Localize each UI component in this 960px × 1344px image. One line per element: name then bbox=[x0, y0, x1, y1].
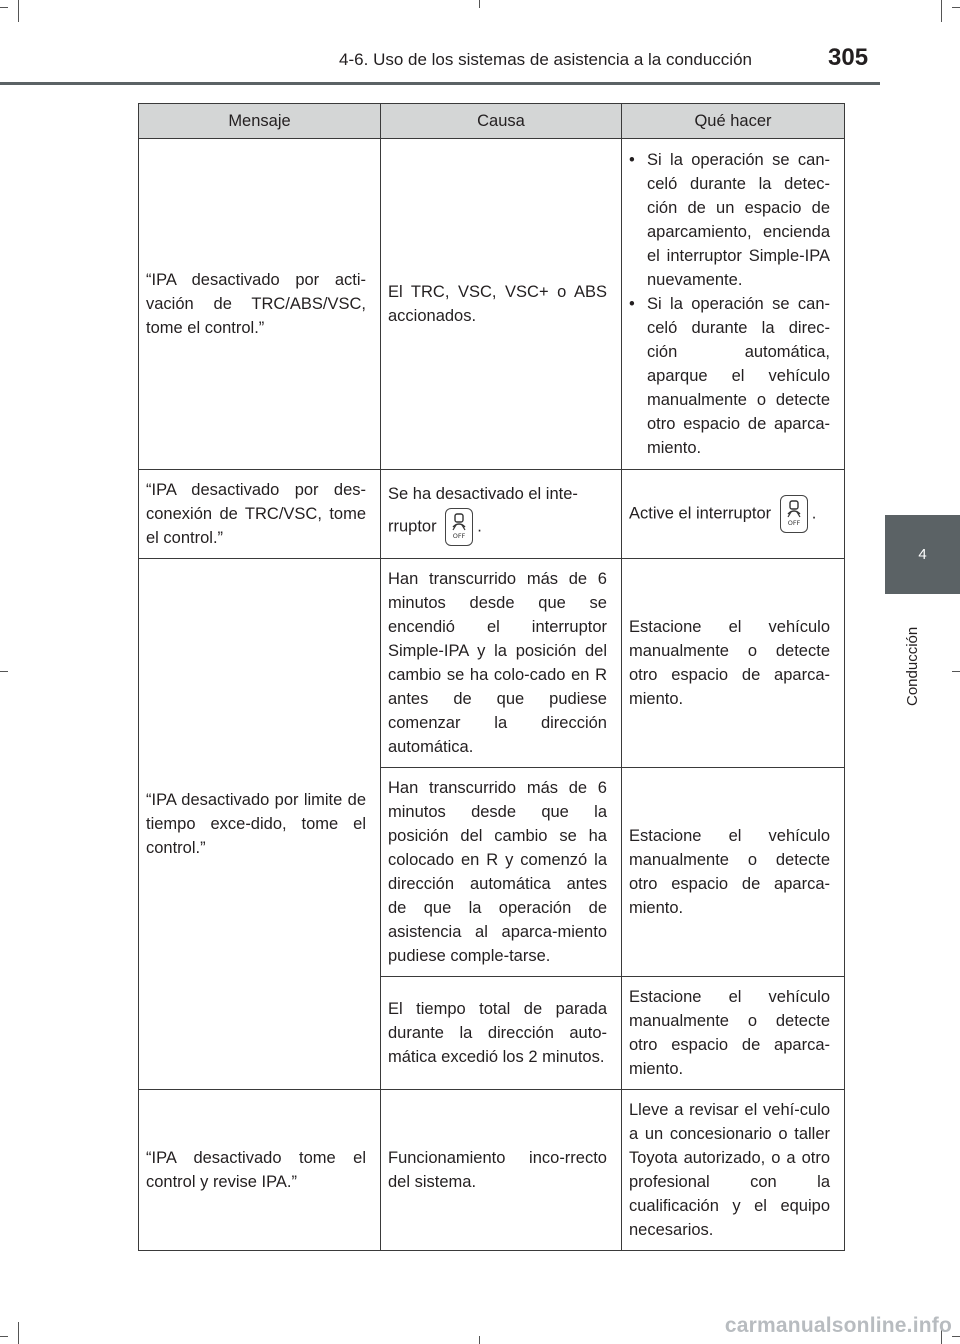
chapter-label: Conducción bbox=[904, 626, 921, 706]
message-cell: “IPA desactivado por des-conexión de TRC/VSC, tome el control.” bbox=[139, 470, 381, 559]
message-cell: “IPA desactivado por limite de tiempo exce-dido, tome el control.” bbox=[139, 559, 381, 1090]
svg-text:OFF: OFF bbox=[787, 519, 801, 527]
cause-cell: Han transcurrido más de 6 minutos desde que la posición del cambio se ha colocado en R y comenzó la dirección automática antes de que la operación de asistencia al aparca-miento pudiese comple-tarse. bbox=[381, 768, 622, 977]
crop-mark bbox=[941, 0, 942, 22]
section-title: 4-6. Uso de los sistemas de asistencia a la conducción bbox=[339, 50, 752, 69]
cause-end: . bbox=[477, 517, 482, 536]
table-row bbox=[139, 139, 845, 470]
table-row bbox=[139, 470, 845, 559]
crop-mark bbox=[0, 1336, 8, 1337]
header-mensaje: Mensaje bbox=[139, 104, 381, 139]
action-cell bbox=[622, 470, 845, 559]
action-cell bbox=[622, 139, 845, 470]
list-item: • Si la operación se can-celó durante la direc-ción automática, aparque el vehículo manualmente o detecte otro espacio de aparca-miento. bbox=[629, 292, 830, 460]
cause-cell: Han transcurrido más de 6 minutos desde que se encendió el interruptor Simple-IPA y la posición del cambio se ha colo-cado en R antes de que pudiese comenzar la dirección automática. bbox=[381, 559, 622, 768]
watermark: carmanualsonline.info bbox=[724, 1314, 952, 1337]
table-row bbox=[139, 559, 845, 768]
action-end: . bbox=[811, 504, 817, 523]
table-row bbox=[139, 1090, 845, 1251]
action-cell: Estacione el vehículo manualmente o detecte otro espacio de aparca-miento. bbox=[622, 559, 845, 768]
header-causa: Causa bbox=[381, 104, 622, 139]
crop-mark bbox=[479, 0, 480, 8]
action-cell: Lleve a revisar el vehí-culo a un concesionario o taller Toyota autorizado, o a otro profesional con la cualificación y el equipo necesarios. bbox=[622, 1090, 845, 1251]
action-text: Active el interruptor bbox=[629, 504, 772, 523]
cause-cell bbox=[381, 470, 622, 559]
messages-table bbox=[138, 103, 845, 1251]
cause-cell: Funcionamiento inco-rrecto del sistema. bbox=[381, 1090, 622, 1251]
crop-mark bbox=[18, 1322, 19, 1344]
action-cell: Estacione el vehículo manualmente o detecte otro espacio de aparca-miento. bbox=[622, 977, 845, 1090]
cause-cell: El tiempo total de parada durante la dirección auto-mática excedió los 2 minutos. bbox=[381, 977, 622, 1090]
header-que-hacer: Qué hacer bbox=[622, 104, 845, 139]
action-list bbox=[629, 148, 830, 460]
crop-mark bbox=[18, 0, 19, 22]
list-item: • Si la operación se can-celó durante la detec-ción de un espacio de aparcamiento, encienda el interruptor Simple-IPA nuevamente. bbox=[629, 148, 830, 292]
cause-line: Se ha desactivado el inte- bbox=[388, 485, 578, 503]
cause-cell: El TRC, VSC, VSC+ o ABS accionados. bbox=[381, 139, 622, 470]
message-cell: “IPA desactivado por acti-vación de TRC/ABS/VSC, tome el control.” bbox=[139, 139, 381, 470]
chapter-tab bbox=[885, 515, 960, 594]
header-rule bbox=[0, 82, 880, 85]
action-cell: Estacione el vehículo manualmente o detecte otro espacio de aparca-miento. bbox=[622, 768, 845, 977]
crop-mark bbox=[952, 7, 960, 8]
vsc-off-switch-icon bbox=[445, 508, 473, 546]
message-cell: “IPA desactivado tome el control y revise IPA.” bbox=[139, 1090, 381, 1251]
crop-mark bbox=[0, 671, 8, 672]
page-number: 305 bbox=[828, 44, 869, 71]
cause-text: rruptor bbox=[388, 517, 437, 536]
cause-line bbox=[388, 508, 607, 546]
crop-mark bbox=[0, 7, 8, 8]
crop-mark bbox=[952, 671, 960, 672]
chapter-number: 4 bbox=[918, 546, 927, 563]
crop-mark bbox=[479, 1336, 480, 1344]
svg-text:OFF: OFF bbox=[452, 532, 466, 540]
table-header-row bbox=[139, 104, 845, 139]
crop-mark bbox=[952, 1336, 960, 1337]
vsc-off-switch-icon bbox=[780, 495, 808, 533]
